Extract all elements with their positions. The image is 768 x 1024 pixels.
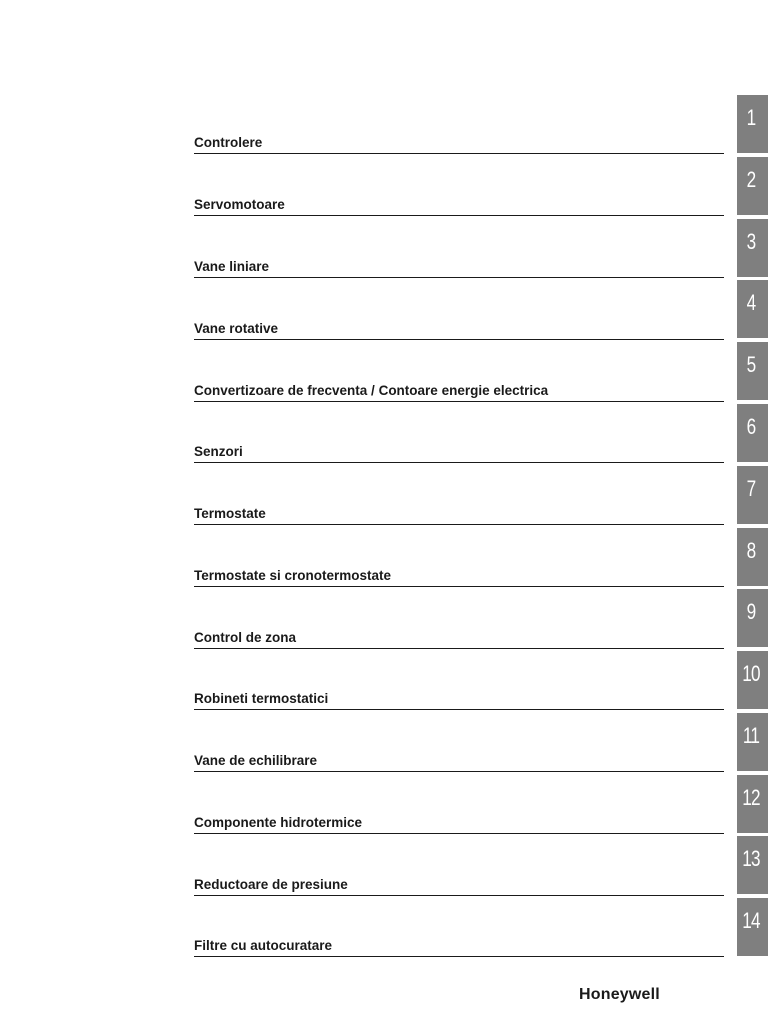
toc-entry-vane-liniare[interactable] [194,256,724,278]
toc-entry-label: Control de zona [194,630,296,645]
toc-entry-vane-echilibrare[interactable] [194,750,724,772]
section-tab-number: 5 [746,352,756,377]
toc-entry-termostate[interactable] [194,503,724,525]
toc-entry-robineti[interactable] [194,688,724,710]
toc-entry-label: Vane rotative [194,321,279,336]
honeywell-logo: Honeywell [579,986,660,1003]
section-tab-6[interactable] [737,404,768,462]
section-tab-number: 3 [746,229,756,254]
section-tab-1[interactable] [737,95,768,153]
section-tab-14[interactable] [737,898,768,956]
section-tab-3[interactable] [737,219,768,277]
toc-entry-convertizoare[interactable] [194,380,724,402]
section-tab-number: 8 [746,538,756,563]
toc-entry-cronotermostate[interactable] [194,565,724,587]
toc-entry-label: Vane de echilibrare [194,753,318,768]
toc-entry-label: Senzori [194,444,243,459]
section-tab-8[interactable] [737,528,768,586]
section-tab-number: 7 [746,476,756,501]
toc-entry-label: Robineti termostatici [194,691,329,706]
section-tab-5[interactable] [737,342,768,400]
toc-entry-label: Componente hidrotermice [194,815,363,830]
toc-entry-controlere[interactable] [194,132,724,154]
section-tab-2[interactable] [737,157,768,215]
toc-entry-label: Controlere [194,135,263,150]
toc-entry-componente[interactable] [194,812,724,834]
toc-entry-label: Filtre cu autocuratare [194,938,333,953]
toc-entry-label: Reductoare de presiune [194,877,348,892]
section-tab-number: 9 [746,599,756,624]
toc-entry-filtre[interactable] [194,935,724,957]
toc-entry-senzori[interactable] [194,441,724,463]
toc-entry-control-de-zona[interactable] [194,627,724,649]
section-tab-12[interactable] [737,775,768,833]
section-tab-number: 11 [742,723,760,748]
toc-entry-servomotoare[interactable] [194,194,724,216]
toc-entry-label: Termostate [194,506,266,521]
section-tab-number: 14 [742,908,760,933]
section-tab-9[interactable] [737,589,768,647]
section-tab-number: 12 [742,785,760,810]
section-tab-number: 13 [742,846,760,871]
section-tab-10[interactable] [737,651,768,709]
toc-entry-reductoare[interactable] [194,874,724,896]
section-tab-4[interactable] [737,280,768,338]
section-tab-7[interactable] [737,466,768,524]
section-tab-11[interactable] [737,713,768,771]
toc-entry-label: Termostate si cronotermostate [194,568,392,583]
section-tab-13[interactable] [737,836,768,894]
section-tab-number: 1 [746,105,756,130]
toc-entry-label: Convertizoare de frecventa / Contoare energie electrica [194,383,549,398]
section-tab-number: 4 [746,290,756,315]
toc-entry-label: Vane liniare [194,259,270,274]
section-tab-number: 10 [742,661,760,686]
section-tab-number: 2 [746,167,756,192]
section-tab-number: 6 [746,414,756,439]
toc-entry-label: Servomotoare [194,197,285,212]
toc-entry-vane-rotative[interactable] [194,318,724,340]
